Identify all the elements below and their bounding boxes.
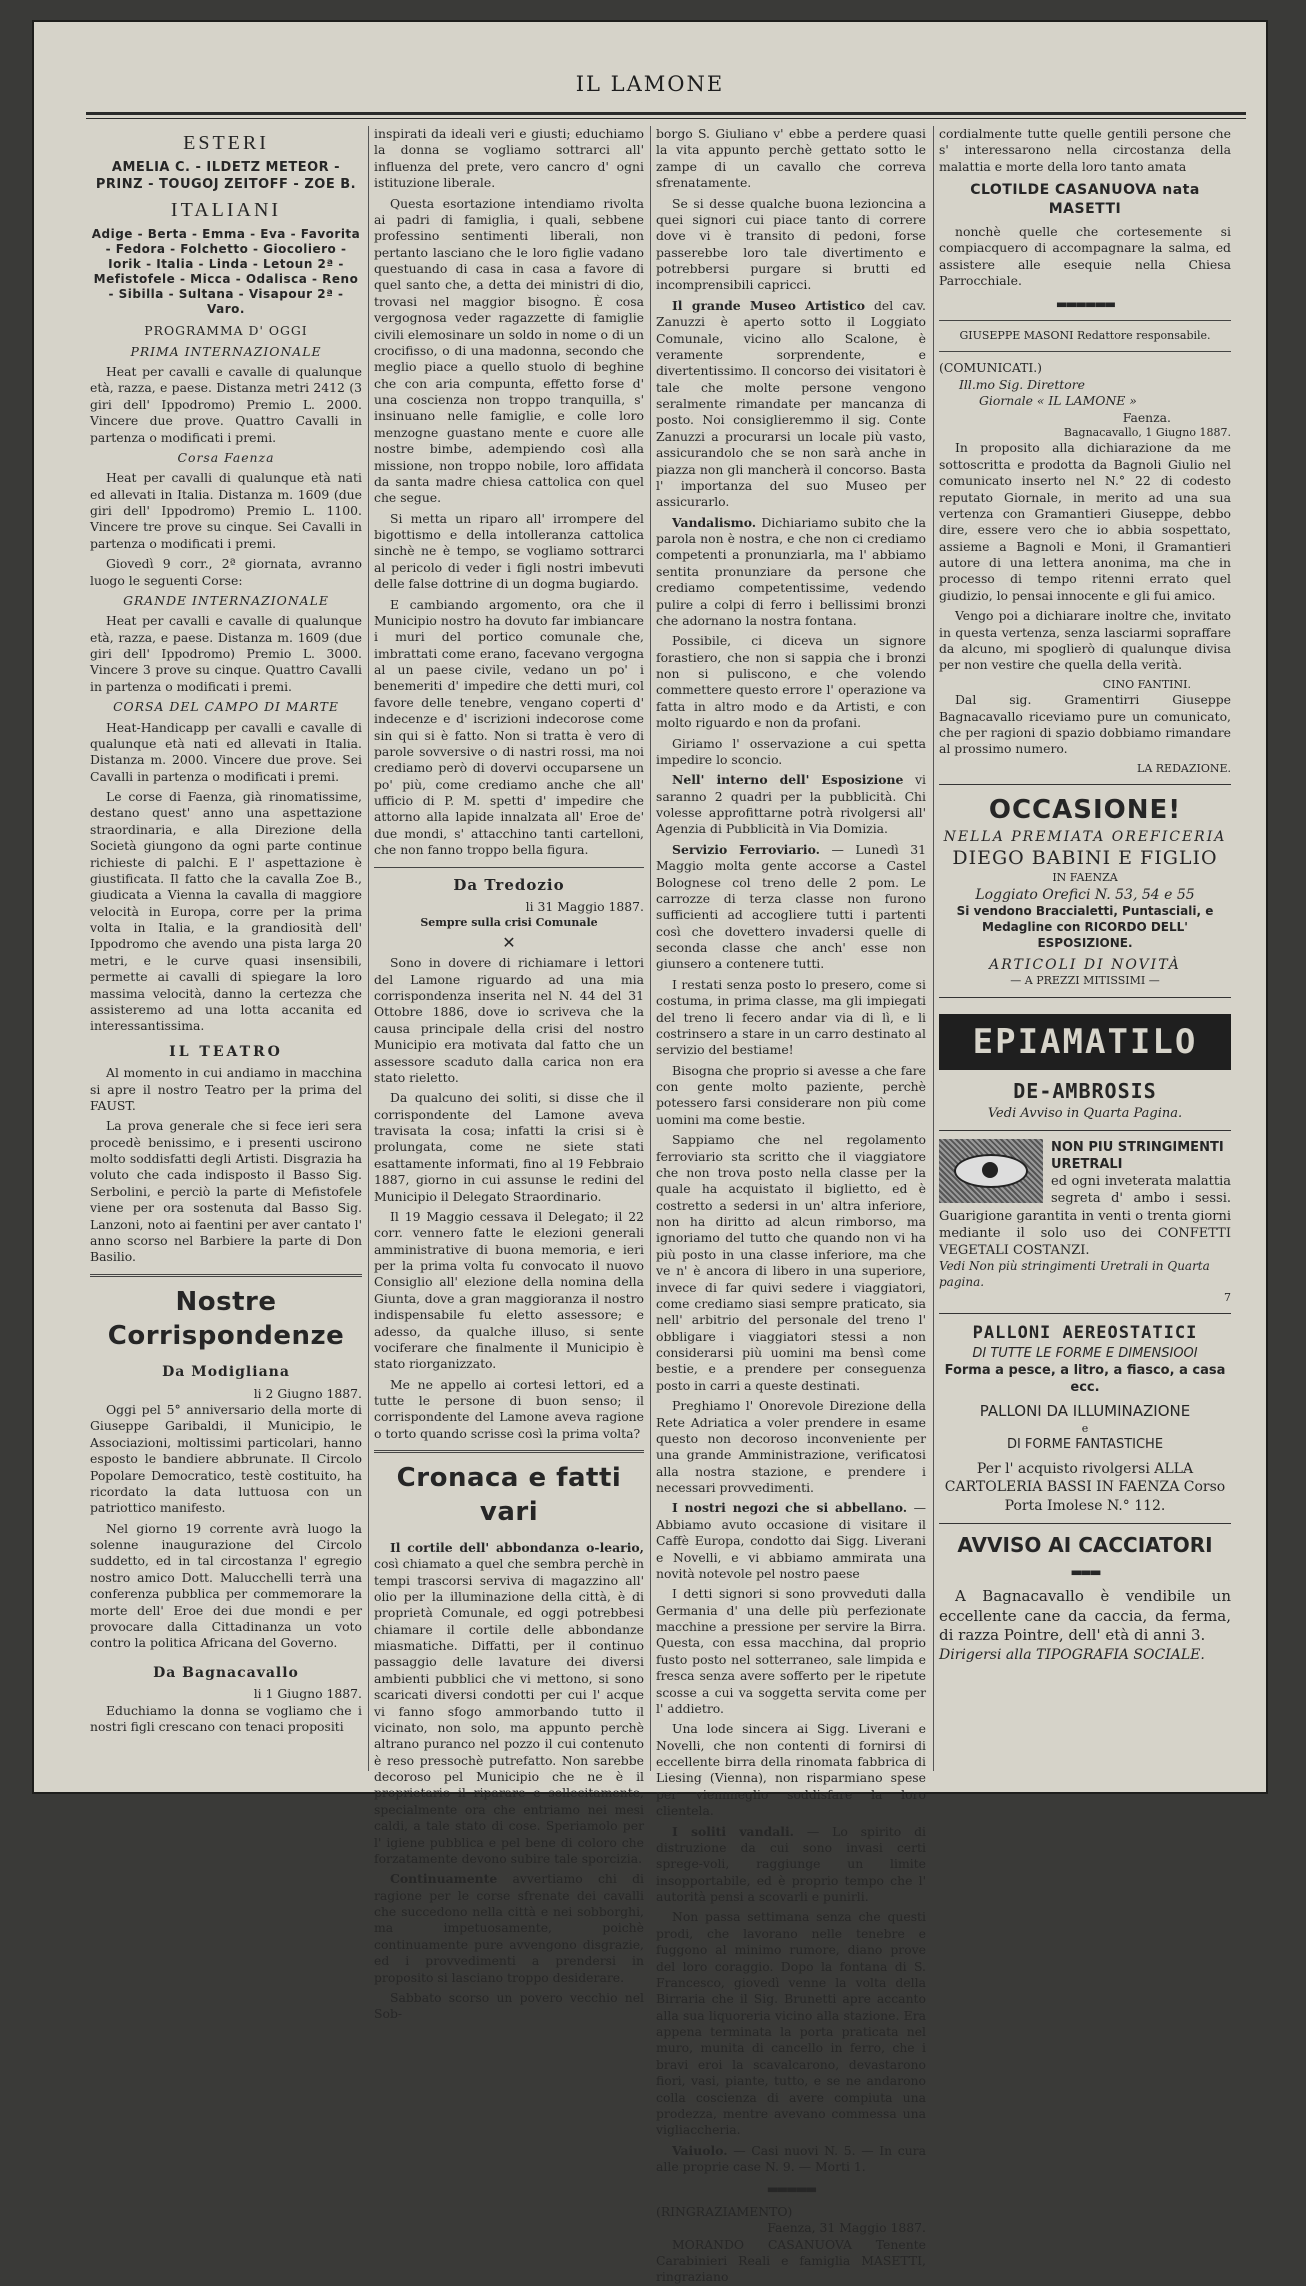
ad-palloni bbox=[939, 1313, 1231, 1515]
cronaca-text: vi saranno 2 quadri per la pubblicità. Chi volesse approfittarne potrà rivolgersi all' Agenzia di Pubblicità in Via Domizia. bbox=[656, 772, 926, 837]
race-text: Heat-Handicapp per cavalli e cavalle di qualunque età nati ed allevati in Italia. Distanza m. 2000. Vincere due prove. Sei Cavalli in partenza o modificati i premi. bbox=[90, 719, 362, 784]
cronaca-text: I restati senza posto lo presero, come si costuma, in prima classe, ma gli impiegati del treno li fecero andar via di lì, e li costrinsero a stare in un carro destinato al servizio del bestiame! bbox=[656, 976, 926, 1058]
cronaca-text: Una lode sincera ai Sigg. Liverani e Novelli, che non contenti di fornirsi di eccellente birra della rinomata fabbrica di Liesing (Vienna), non risparmiano spese per viemmeglio soddisfare la loro clientela. bbox=[656, 1721, 926, 1819]
vandali-heading: I soliti vandali. bbox=[672, 1823, 794, 1839]
prima-heading: PRIMA INTERNAZIONALE bbox=[130, 343, 322, 359]
cronaca-text: — Abbiamo avuto occasione di visitare il Caffè Europa, condotto dai Sigg. Liverani e Novelli, e vi abbiamo ammirata una novità notevole pel nostro paese bbox=[656, 1500, 926, 1581]
thanks-text: nonchè quelle che cortesemente si compiacquero di accompagnare la salma, ed assistere alle esequie nella Chiesa Parrocchiale. bbox=[939, 224, 1231, 289]
letter-date: Bagnacavallo, 1 Giugno 1887. bbox=[1063, 425, 1231, 439]
letter-text: In proposito alla dichiarazione da me sottoscritta e prodotta da Bagnoli Giulio nel comunicato inserto nel N.° 22 di codesto reputato Giornale, in merito ad una sua vertenza con Gramantieri Giuseppe, debbo dire, essere vero che io abbia sospettato, assieme a Bagnoli e Moni, il Gramantieri autore di una lettera anonima, ma che in processo di tempo ritenni errato quel giudizio, lo pensai innocente e gli fui amico. bbox=[939, 440, 1231, 603]
esposizione-heading: Nell' interno dell' Esposizione bbox=[672, 772, 904, 788]
programma-heading: PROGRAMMA D' OGGI bbox=[144, 323, 308, 339]
cronaca-text: avvertiamo chi di ragione per le corse sfrenate dei cavalli che succedono nella città e nei sobborghi, ma impetuosamente, poichè continuamente pure avvengono disgrazie, ed i provvedimenti a prendersi in proposito si lasciano troppo desiderare. bbox=[374, 1871, 644, 1985]
ad-cacciatori bbox=[939, 1523, 1231, 1665]
corsa-faenza-heading: Corsa Faenza bbox=[177, 449, 275, 465]
ad-title: OCCASIONE! bbox=[988, 795, 1182, 826]
ad-line: Dirigersi alla TIPOGRAFIA SOCIALE. bbox=[939, 1647, 1205, 1664]
divider bbox=[939, 351, 1231, 352]
esteri-title: ESTERI bbox=[183, 132, 269, 154]
bagnacavallo-title: Da Bagnacavallo bbox=[153, 1664, 299, 1681]
eye-illustration bbox=[939, 1139, 1043, 1203]
header-rule bbox=[86, 112, 1246, 119]
ad-line: Vedi Non più stringimenti Uretrali in Quarta pagina. bbox=[939, 1259, 1210, 1289]
ad-line: DI FORME FANTASTICHE bbox=[1006, 1437, 1164, 1453]
divider bbox=[374, 867, 644, 868]
cronaca-text: del cav. Zanuzzi è aperto sotto il Loggiato Comunale, vicino allo Scalone, è veramente sorprendente, e divertentissimo. Il concorso dei visitatori è tale che molte persone vengono seralmente rimandate per mancanza di posto. Noi consiglieremmo il sig. Conte Zanuzzi a procurarsi un locale più vasto, assicurandolo che se non sarà anche in piazza non gli mancherà il concorso. Basta l' importanza del suo Museo per assicurarlo. bbox=[656, 297, 926, 510]
ringraziamento-text: MORANDO CASANUOVA Tenente Carabinieri Reali e famiglia MASETTI, ringraziano bbox=[656, 2236, 926, 2285]
ad-line: Forma a pesce, a litro, a fiasco, a casa ecc. bbox=[944, 1362, 1226, 1395]
article-text: inspirati da ideali veri e giusti; educhiamo la donna se vogliamo sottrarci all' influenza del prete, vero cancro d' ogni istituzione liberale. bbox=[374, 126, 644, 191]
ferroviario-heading: Servizio Ferroviario. bbox=[672, 841, 820, 857]
cronaca-title: Cronaca e fatti vari bbox=[396, 1463, 622, 1528]
race-text: Giovedì 9 corr., 2ª giornata, avranno luogo le seguenti Corse: bbox=[90, 556, 362, 588]
column-separator bbox=[650, 126, 651, 1771]
cronaca-text: Sappiamo che nel regolamento ferroviario sta scritto che il viaggiatore che non trova posto nella classe per la quale ha acquistato il biglietto, ed è costretto a sedersi in un' altra inferiore, non ha diritto ad alcun rimborso, ma ignoriamo del tutto che quando non vi ha più posto in una classe inferiore, ma che ve n' è ancora di libero in una superiore, invece di far quivi sedere i viaggiatori, come crediamo siasi sempre praticato, sia nell' arbitrio del personale del treno l' obbligare i viaggiatori stessi a non considerarsi più uomini ma bensì come bestie, e a prendere per conseguenza posto in carri a queste destinati. bbox=[656, 1132, 926, 1393]
cronaca-text: Bisogna che proprio si avesse a che fare con gente molto paziente, perchè potessero farsi considerare non più come uomini ma come bestie. bbox=[656, 1062, 926, 1127]
divider bbox=[374, 1450, 644, 1453]
ad-line: Vedi Avviso in Quarta Pagina. bbox=[987, 1105, 1183, 1121]
column-separator bbox=[368, 126, 369, 1771]
ad-line: Per l' acquisto rivolgersi ALLA CARTOLERIA BASSI IN FAENZA Corso Porta Imolese N.° 112. bbox=[944, 1460, 1226, 1514]
teatro-title: IL TEATRO bbox=[169, 1043, 283, 1060]
deceased-name: CLOTILDE CASANUOVA nata MASETTI bbox=[970, 182, 1200, 217]
editor-line: GIUSEPPE MASONI Redattore responsabile. bbox=[959, 328, 1211, 342]
letter-text: Dal sig. Gramentirri Giuseppe Bagnacavallo riceviamo pure un comunicato, che per ragioni di spazio dobbiamo rimandare al prossimo numero. bbox=[939, 692, 1231, 757]
letter-address: Faenza. bbox=[1122, 409, 1171, 425]
column-separator bbox=[933, 126, 934, 1771]
ornament-dash: ▬▬▬ bbox=[1070, 1564, 1100, 1580]
ad-line: e bbox=[1081, 1421, 1089, 1435]
cronaca-text: — Casi nuovi N. 5. — In cura alle proprie case N. 9. — Morti 1. bbox=[656, 2142, 926, 2174]
ad-title: EPIAMATILO bbox=[939, 1014, 1231, 1071]
column-2 bbox=[374, 126, 644, 2022]
tredozio-text: Da qualcuno dei soliti, si disse che il corrispondente del Lamone aveva travisata la cosa; infatti la crisi si è prolungata, come ne siete stati esattamente informati, fino al 19 Febbraio 1887, giorno in cui assunse le redini del Municipio il Delegato Straordinario. bbox=[374, 1090, 644, 1204]
tredozio-title: Da Tredozio bbox=[453, 875, 565, 894]
ad-title: AVVISO AI CACCIATORI bbox=[957, 1533, 1213, 1558]
race-text: Heat per cavalli e cavalle di qualunque età, razza, e paese. Distanza m. 1609 (due giri dell' Ippodromo) Premio L. 3000. Vincere 3 prove su cinque. Quattro Cavalli in partenza o modificati i premi. bbox=[90, 613, 362, 694]
divider bbox=[90, 1274, 362, 1277]
teatro-text: Al momento in cui andiamo in macchina si apre il nostro Teatro per la prima del FAUST. bbox=[90, 1065, 362, 1113]
italiani-names: Adige - Berta - Emma - Eva - Favorita - Fedora - Folchetto - Giocoliero - Iorik - Italia - Linda - Letoun 2ª - Mefistofele - Micca - Odalisca - Reno - Sibilla - Sultana - Visapour 2ª - Varo. bbox=[91, 227, 361, 317]
race-text: Heat per cavalli e cavalle di qualunque età, razza, e paese. Distanza metri 2412 (3 giri dell' Ippodromo) Premio L. 2000. Vincere due prove. Quattro Cavalli in partenza o modificati i premi. bbox=[90, 364, 362, 445]
museo-heading: Il grande Museo Artistico bbox=[672, 297, 865, 313]
ad-line: DI TUTTE LE FORME E DIMENSIOOI bbox=[972, 1345, 1198, 1361]
ornament-dash: ▬▬▬▬▬ bbox=[766, 2181, 816, 2197]
ad-line: DIEGO BABINI E FIGLIO bbox=[952, 847, 1218, 870]
tredozio-text: Me ne appello ai cortesi lettori, ed a tutte le persone di buon senso; il corrispondente del Lamone aveva ragione o torto quando scrisse così la prima volta? bbox=[374, 1376, 644, 1441]
tredozio-text: Il 19 Maggio cessava il Delegato; il 22 corr. vennero fatte le elezioni generali amministrative di buona memoria, e ieri per la prima volta fu convocato il nuovo Consiglio all' elezione della nomina della Giunta, dove a gran maggioranza il nostro indispensabile fu eletto assessore; e adesso, da qualche illuso, si sente vociferare che finalmente il Municipio è stato riorganizzato. bbox=[374, 1208, 644, 1372]
modigliana-text: Nel giorno 19 corrente avrà luogo la solenne inaugurazione del Circolo suddetto, ed in tal circostanza l' egregio nostro amico Dott. Malucchelli terrà una conferenza pubblica per commemorare la morte dell' Eroe dei due mondi e per provocare dalla Cittadinanza un voto contro la politica Africana del Governo. bbox=[90, 1520, 362, 1651]
cronaca-text: Se si desse qualche buona lezioncina a quei signori cui piace tanto di correre dove vi è transito di pedoni, forse passerebbe loro tale divertimento e potrebbersi purgare si brutti ed incomprensibili capricci. bbox=[656, 195, 926, 293]
bagnacavallo-text: Educhiamo la donna se vogliamo che i nostri figli crescano con tenaci propositi bbox=[90, 1702, 362, 1734]
vaiuolo-heading: Vaiuolo. bbox=[672, 2142, 728, 2158]
grande-heading: GRANDE INTERNAZIONALE bbox=[123, 592, 329, 608]
cronaca-text: — Lo spirito di distruzione da cui sono invasi certi sprege-voli, raggiunge un limite insopportabile, ed è proprio tempo che l' autorità pensi a scovarli e punirli. bbox=[656, 1823, 926, 1904]
negozi-heading: I nostri negozi che si abbellano. bbox=[672, 1500, 908, 1516]
article-text: Questa esortazione intendiamo rivolta ai padri di famiglia, i quali, sebbene professino sentimenti liberali, non pertanto lasciano che le loro figlie vadano questuando di casa in casa a favore di quel santo che, a detta dei ministri di dio, trovasi nel maggior bisogno. È cosa vergognosa veder ragazzette di famiglie civili elemosinare un soldo in nome o di un crocifisso, o di una madonna, secondo che meglio piace a quello stuolo di beghine che con aria compunta, effetto forse d' una coscienza non troppo tranquilla, s' insinuano nelle famiglie, e colle loro menzogne guastano mente e cuore alle nostre bimbe, adempiendo così alla missione, non troppo nobile, loro affidata da santa madre chiesa cattolica con quel che segue. bbox=[374, 195, 644, 506]
ad-line: Loggiato Orefici N. 53, 54 e 55 bbox=[975, 886, 1195, 903]
cronaca-text: Preghiamo l' Onorevole Direzione della Rete Adriatica a voler prendere in esame questo non decoroso inconveniente per una grande Amministrazione, verificatosi alla nostra stazione, e prendere i necessari provvedimenti. bbox=[656, 1398, 926, 1495]
continuamente-heading: Continuamente bbox=[390, 1871, 498, 1887]
divider bbox=[939, 320, 1231, 321]
ad-line: IN FAENZA bbox=[1052, 871, 1118, 885]
ad-title: PALLONI AEREOSTATICI bbox=[972, 1323, 1198, 1344]
cronaca-text: I detti signori si sono provveduti dalla Germania d' una delle più perfezionate macchine a pressione per servire la Birra. Questa, con essa macchina, dal proprio fusto posto nel sotterraneo, sale limpida e fresca senza avere sofferto per le ripetute scosse a cui va soggetta servita come per l' addietro. bbox=[656, 1586, 926, 1716]
cronaca-text: Possibile, ci diceva un signore forastiero, che non si sappia che i bronzi non si puliscono, e che volendo commettere questo errore l' operazione va fatta in altro modo e da Artisti, e con molto riguardo e non da profani. bbox=[656, 633, 926, 731]
ringraziamento-heading: (RINGRAZIAMENTO) bbox=[656, 2203, 793, 2219]
teatro-text: La prova generale che si fece ieri sera procedè benissimo, e i presenti uscirono molto soddisfatti degli Artisti. Disgrazia ha voluto che cada indisposto il Basso Sig. Serbolini, e perciò la parte di Mefistofele viene per ora sostenuta dal Basso Sig. Lanzoni, noto ai faentini per aver cantato l' anno scorso nel Barbiere la parte di Don Basilio. bbox=[90, 1118, 362, 1265]
race-text: Le corse di Faenza, già rinomatissime, destano quest' anno una aspettazione straordinaria, e alla Direzione della Società giungono da ogni parte continue richieste di palchi. E l' aspettazione è giustificata. Il fatto che la cavalla Zoe B., giudicata a Vienna la cavalla di maggiore velocità in Europa, corre per la prima volta in Italia, e la grandiosità dell' Ippodromo che avendo una pista larga 20 metri, e le curve quasi insensibili, permette ai cavalli di spiegare la loro massima velocità, danno la certezza che assisteremo ad una lotta accanita ed interessantissima. bbox=[90, 789, 362, 1034]
cross-ornament: ✕ bbox=[502, 933, 516, 953]
masthead: IL LAMONE bbox=[575, 72, 725, 96]
corrispondenze-title: Nostre Corrispondenze bbox=[107, 1286, 345, 1351]
ad-title: NON PIU STRINGIMENTI URETRALI bbox=[1051, 1139, 1224, 1173]
ad-non-piu bbox=[939, 1130, 1231, 1305]
cronaca-text: Non passa settimana senza che questi prodi, che lavorano nelle tenebre e fuggono al minimo rumore, diano prove del loro coraggio. Dopo la fontana di S. Francesco, giovedì venne la volta della Birraria che il Sig. Brunetti apre accanto alla sua liquoreria vicino alla stazione. Era appena terminata la porta praticata nel muro, munita di cancello in ferro, che i bravi eroi la scavalcarono, devastarono fiori, vasi, piante, tutto, e se ne andarono colla coscienza di avere compiuta una prodezza, mentre avevano commessa una vigliaccheria. bbox=[656, 1909, 926, 2138]
campo-heading: CORSA DEL CAMPO DI MARTE bbox=[113, 699, 339, 715]
esteri-names: AMELIA C. - ILDETZ METEOR - PRINZ - TOUGOJ ZEITOFF - ZOE B. bbox=[95, 160, 357, 192]
ad-line: Si vendono Braccialetti, Puntasciali, e Medagline con RICORDO DELL' ESPOSIZIONE. bbox=[956, 904, 1214, 950]
cronaca-text: Giriamo l' osservazione a cui spetta impedire lo sconcio. bbox=[656, 735, 926, 767]
letter-text: Vengo poi a dichiarare inoltre che, invitato in questa vertenza, senza lasciarmi sopraffare da alcuno, mi spoglierò di qualunque divisa per non vestire che quella della verità. bbox=[939, 608, 1231, 673]
thanks-text: cordialmente tutte quelle gentili persone che s' interessarono nella circostanza della malattia e morte della loro tanto amata bbox=[939, 126, 1231, 174]
comunicati-heading: (COMUNICATI.) bbox=[939, 360, 1043, 376]
cronaca-text: borgo S. Giuliano v' ebbe a perdere quasi la vita appunto perchè gettato sotto le zampe di un cavallo che correva sfrenatamente. bbox=[656, 126, 926, 191]
ornament-dash: ▬▬▬▬▬▬ bbox=[1055, 295, 1115, 311]
vandalismo-heading: Vandalismo. bbox=[672, 514, 757, 530]
ad-line: ed ogni inveterata malattia segreta d' ambo i sessi. Guarigione garantita in venti o trenta giorni mediante il solo uso dei CONFETTI VEGETALI COSTANZI. bbox=[939, 1174, 1231, 1258]
ad-line: NELLA PREMIATA OREFICERIA bbox=[943, 828, 1227, 845]
ad-line: A Bagnacavallo è vendibile un eccellente cane da caccia, da ferma, di razza Pointre, dell' età di anni 3. bbox=[939, 1586, 1231, 1645]
tredozio-subtitle: Sempre sulla crisi Comunale bbox=[420, 915, 598, 929]
bagnacavallo-date: li 1 Giugno 1887. bbox=[253, 1686, 362, 1702]
letter-signer: CINO FANTINI. bbox=[1102, 677, 1191, 691]
redazione-sign: LA REDAZIONE. bbox=[1137, 761, 1231, 775]
letter-address: Giornale « IL LAMONE » bbox=[979, 393, 1137, 409]
modigliana-title: Da Modigliana bbox=[162, 1364, 290, 1381]
race-text: Heat per cavalli di qualunque età nati ed allevati in Italia. Distanza m. 1609 (due giri dell' Ippodromo) Premio L. 1100. Vincere tre prove su cinque. Sei Cavalli in partenza o modificati i premi. bbox=[90, 470, 362, 551]
article-text: E cambiando argomento, ora che il Municipio nostro ha dovuto far imbiancare i muri del portico comunale che, imbrattati come erano, facevano vergogna al un paese civile, vedano un po' i benemeriti d' impedire che detti muri, col favore delle tenebre, vengano coperti d' indecenze e d' iscrizioni indecorose come sin qui si è fatto. Non si tratta è vero di parole sovversive o di nastri rossi, ma noi crediamo però di dovervi occuparsene un po' più, come crediamo anche che all' ufficio di P. M. spetti d' impedire che attorno alla lapide innalzata all' Eroe de' due mondi, s' attacchino tanti cartelloni, che non fanno troppo bella figura. bbox=[374, 596, 644, 858]
modigliana-date: li 2 Giugno 1887. bbox=[253, 1385, 362, 1401]
tredozio-date: li 31 Maggio 1887. bbox=[525, 899, 644, 915]
cronaca-text: Dichiariamo subito che la parola non è nostra, e che non ci crediamo competenti a pronunziarla, ma l' abbiamo sentita pronunziare da persone che crediamo competentissime, vedendo pulire a colpi di ferro i bellissimi bronzi che adornano la nostra fontana. bbox=[656, 514, 926, 628]
tredozio-text: Sono in dovere di richiamare i lettori del Lamone riguardo ad una mia corrispondenza inserita nel N. 44 del 31 Ottobre 1886, dove io scriveva che la causa principale della crisi del nostro Municipio era motivata dal fatto che un assessore scaduto dalla carica non era stato rieletto. bbox=[374, 955, 644, 1085]
column-4 bbox=[939, 126, 1231, 1771]
cortile-heading: Il cortile dell' abbondanza o-leario, bbox=[390, 1539, 644, 1555]
modigliana-text: Oggi pel 5° anniversario della morte di Giuseppe Garibaldi, il Municipio, le Associazioni, moltissimi particolari, hanno esposto le bandiere abbrunate. Il Circolo Popolare Democratico, testè costituito, ha ricordato la data luttuosa con un patriottico manifesto. bbox=[90, 1402, 362, 1516]
ad-line: — A PREZZI MITISSIMI — bbox=[1010, 974, 1160, 988]
ad-number: 7 bbox=[1224, 1290, 1231, 1304]
italiani-title: ITALIANI bbox=[170, 198, 282, 221]
cronaca-text: — Lunedì 31 Maggio molta gente accorse a Castel Bolognese col treno delle 2 pom. Le carrozze di terza classe non furono sufficienti ad accogliere tutti i partenti così che dovettero invadersi quelle di seconda classe che anch' esse non giunsero a contenere tutti. bbox=[656, 841, 926, 972]
ad-line: ARTICOLI DI NOVITÀ bbox=[989, 956, 1181, 973]
article-text: Si metta un riparo all' irrompere del bigottismo e della intolleranza cattolica sinchè ne è tempo, se vogliamo sottrarci al pericolo di veder i figli nostri imbevuti delle false dottrine di un dogma bugiardo. bbox=[374, 510, 644, 592]
column-1 bbox=[90, 126, 362, 1771]
ringraziamento-date: Faenza, 31 Maggio 1887. bbox=[767, 2220, 926, 2236]
cronaca-text: Sabbato scorso un povero vecchio nel Sob- bbox=[374, 1989, 644, 2022]
cronaca-text: così chiamato a quel che sembra perchè in tempi trascorsi serviva di magazzino all' olio per la illuminazione della città, è di proprietà Comunale, ed oggi potrebbesi chiamare il cortile delle abbondanze miasmatiche. Diffatti, per il continuo passaggio delle lavature dei diversi ambienti pubblici che vi mettono, si sono scaricati diversi condotti per cui l' acque vi fanno sfogo ammorbando tutto il vicinato, non solo, ma appunto perchè altrano puranco nel pozzo il cui contenuto è reso pressochè putrefatto. Non sarebbe decoroso pel Municipio che ne è il proprietario il riparare e sollecitamente, specialmente ora che entriamo nei mesi caldi, a tale stato di cose. Speriamolo per l' igiene pubblica e pel bene di coloro che forzatamente devono subire tale sporcizia. bbox=[374, 1556, 644, 1866]
newspaper-page bbox=[34, 22, 1266, 2285]
ad-epiamatilo bbox=[939, 997, 1231, 1122]
ad-occasione bbox=[939, 784, 1231, 988]
letter-address: Ill.mo Sig. Direttore bbox=[959, 376, 1085, 392]
ad-line: PALLONI DA ILLUMINAZIONE bbox=[979, 1402, 1191, 1421]
column-3 bbox=[656, 126, 926, 2285]
ad-line: DE-AMBROSIS bbox=[1013, 1079, 1157, 1104]
